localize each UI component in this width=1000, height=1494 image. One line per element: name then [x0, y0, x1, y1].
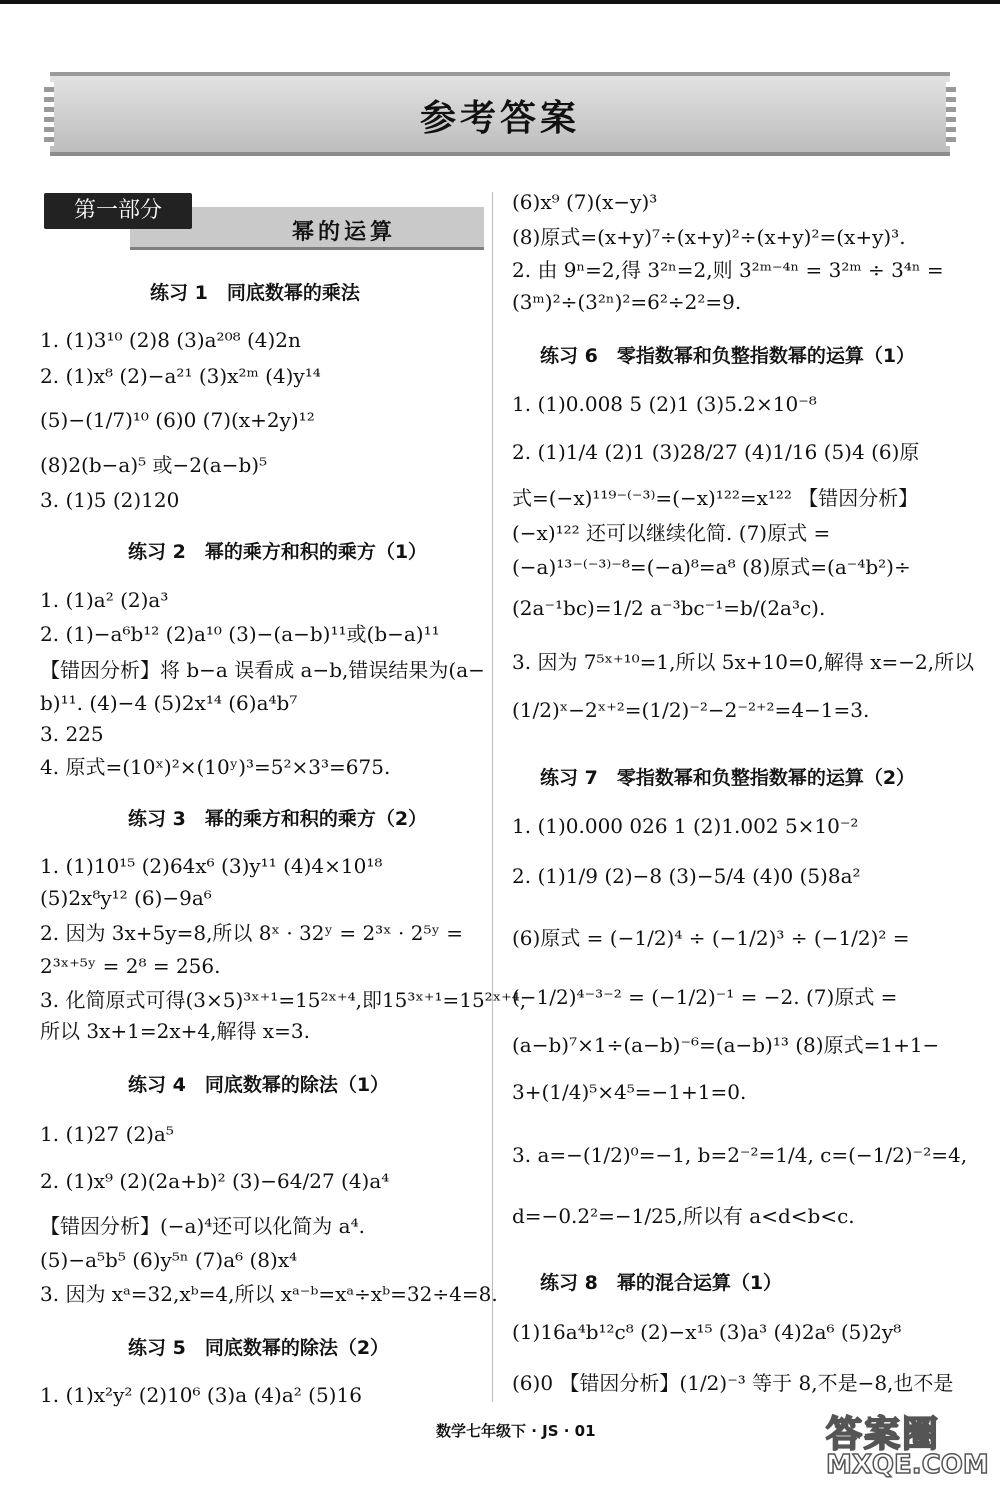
title-banner — [50, 72, 950, 156]
answer-line: 2. (1)−a⁶b¹² (2)a¹⁰ (3)−(a−b)¹¹或(b−a)¹¹ — [40, 622, 440, 646]
answer-line: 3. 因为 xᵃ=32,xᵇ=4,所以 xᵃ⁻ᵇ=xᵃ÷xᵇ=32÷4=8. — [40, 1282, 498, 1306]
answer-line: 3+(1/4)⁵×4⁵=−1+1=0. — [512, 1080, 747, 1104]
answer-line: (6)原式 = (−1/2)⁴ ÷ (−1/2)³ ÷ (−1/2)² = — [512, 926, 910, 950]
answer-line: 3. 因为 7⁵ˣ⁺¹⁰=1,所以 5x+10=0,解得 x=−2,所以 — [512, 650, 975, 674]
part-badge: 第一部分 — [44, 193, 192, 229]
answer-line: (5)2x⁸y¹² (6)−9a⁶ — [40, 886, 212, 910]
answer-line: (8)原式=(x+y)⁷÷(x+y)²÷(x+y)²=(x+y)³. — [512, 225, 906, 249]
exercise-heading: 练习 3 幂的乘方和积的乘方（2） — [128, 808, 428, 830]
part-topic: 幂的运算 — [291, 219, 396, 245]
answer-line: (−a)¹³⁻⁽⁻³⁾⁻⁸=(−a)⁸=a⁸ (8)原式=(a⁻⁴b²)÷ — [512, 555, 911, 579]
answer-line: 2. 因为 3x+5y=8,所以 8ˣ · 32ʸ = 2³ˣ · 2⁵ʸ = — [40, 921, 464, 945]
exercise-heading: 练习 2 幂的乘方和积的乘方（1） — [128, 541, 428, 563]
exercise-heading: 练习 8 幂的混合运算（1） — [540, 1272, 783, 1294]
column-divider — [492, 192, 493, 1402]
answer-line: 1. (1)0.000 026 1 (2)1.002 5×10⁻² — [512, 814, 859, 838]
answer-line: (3ᵐ)²÷(3²ⁿ)²=6²÷2²=9. — [512, 290, 742, 314]
answer-line: 4. 原式=(10ˣ)²×(10ʸ)³=5²×3³=675. — [40, 755, 391, 779]
answer-line: 【错因分析】将 b−a 误看成 a−b,错误结果为(a− — [40, 658, 485, 682]
answer-line: 1. (1)x²y² (2)10⁶ (3)a (4)a² (5)16 — [40, 1383, 362, 1407]
answer-line: (−1/2)⁴⁻³⁻² = (−1/2)⁻¹ = −2. (7)原式 = — [512, 985, 898, 1009]
answer-line: 式=(−x)¹¹⁹⁻⁽⁻³⁾=(−x)¹²²=x¹²² 【错因分析】 — [512, 486, 919, 510]
exercise-heading: 练习 7 零指数幂和负整指数幂的运算（2） — [540, 767, 916, 789]
exercise-heading: 练习 5 同底数幂的除法（2） — [128, 1337, 390, 1359]
answer-line: 3. a=−(1/2)⁰=−1, b=2⁻²=1/4, c=(−1/2)⁻²=4, — [512, 1143, 968, 1167]
answer-line: 2. (1)1/9 (2)−8 (3)−5/4 (4)0 (5)8a² — [512, 864, 861, 888]
answer-line: 2. (1)x⁸ (2)−a²¹ (3)x²ᵐ (4)y¹⁴ — [40, 364, 321, 388]
answer-line: 3. 225 — [40, 722, 104, 746]
answer-line: 1. (1)a² (2)a³ — [40, 588, 169, 612]
answer-line: 1. (1)10¹⁵ (2)64x⁶ (3)y¹¹ (4)4×10¹⁸ — [40, 854, 383, 878]
watermark-text: 答案圈 — [826, 1414, 941, 1455]
answer-line: 1. (1)27 (2)a⁵ — [40, 1122, 174, 1146]
answer-line: (5)−a⁵b⁵ (6)y⁵ⁿ (7)a⁶ (8)x⁴ — [40, 1248, 298, 1272]
answer-line: 2. (1)x⁹ (2)(2a+b)² (3)−64/27 (4)a⁴ — [40, 1169, 390, 1193]
answer-line: (6)x⁹ (7)(x−y)³ — [512, 190, 658, 214]
answer-line: (1)16a⁴b¹²c⁸ (2)−x¹⁵ (3)a³ (4)2a⁶ (5)2y⁸ — [512, 1320, 902, 1344]
answer-line: d=−0.2²=−1/25,所以有 a<d<b<c. — [512, 1204, 855, 1228]
answer-line: (6)0 【错因分析】(1/2)⁻³ 等于 8,不是−8,也不是 — [512, 1371, 954, 1395]
answer-line: (5)−(1/7)¹⁰ (6)0 (7)(x+2y)¹² — [40, 408, 315, 432]
answer-line: (a−b)⁷×1÷(a−b)⁻⁶=(a−b)¹³ (8)原式=1+1− — [512, 1033, 940, 1057]
exercise-heading: 练习 6 零指数幂和负整指数幂的运算（1） — [540, 345, 916, 367]
page-title: 参考答案 — [419, 98, 580, 139]
answer-line: 所以 3x+1=2x+4,解得 x=3. — [40, 1019, 310, 1043]
watermark-logo — [818, 1404, 988, 1484]
answer-line: (8)2(b−a)⁵ 或−2(a−b)⁵ — [40, 453, 268, 477]
exercise-heading: 练习 4 同底数幂的除法（1） — [128, 1074, 390, 1096]
answer-line: 【错因分析】(−a)⁴还可以化简为 a⁴. — [40, 1214, 365, 1238]
answer-line: 2. (1)1/4 (2)1 (3)28/27 (4)1/16 (5)4 (6)原 — [512, 440, 920, 464]
answer-line: (1/2)ˣ−2ˣ⁺²=(1/2)⁻²−2⁻²⁺²=4−1=3. — [512, 698, 870, 722]
answer-line: (2a⁻¹bc)=1/2 a⁻³bc⁻¹=b/(2a³c). — [512, 596, 826, 620]
answer-line: 2³ˣ⁺⁵ʸ = 2⁸ = 256. — [40, 954, 221, 978]
answer-line: (−x)¹²² 还可以继续化简. (7)原式 = — [512, 521, 831, 545]
exercise-heading: 练习 1 同底数幂的乘法 — [150, 282, 360, 304]
answer-line: 3. (1)5 (2)120 — [40, 488, 180, 512]
answer-line: 2. 由 9ⁿ=2,得 3²ⁿ=2,则 3²ᵐ⁻⁴ⁿ = 3²ᵐ ÷ 3⁴ⁿ = — [512, 258, 944, 282]
answer-line: 3. 化简原式可得(3×5)³ˣ⁺¹=15²ˣ⁺⁴,即15³ˣ⁺¹=15²ˣ⁺⁴, — [40, 988, 527, 1012]
answer-line: 1. (1)3¹⁰ (2)8 (3)a²⁰⁸ (4)2n — [40, 328, 301, 352]
watermark-url: MXQE.COM — [826, 1450, 989, 1480]
top-rule — [0, 0, 1000, 4]
answer-line: b)¹¹. (4)−4 (5)2x¹⁴ (6)a⁴b⁷ — [40, 691, 298, 715]
page-footer: 数学七年级下 · JS · 01 — [436, 1422, 596, 1440]
answer-line: 1. (1)0.008 5 (2)1 (3)5.2×10⁻⁸ — [512, 392, 817, 416]
